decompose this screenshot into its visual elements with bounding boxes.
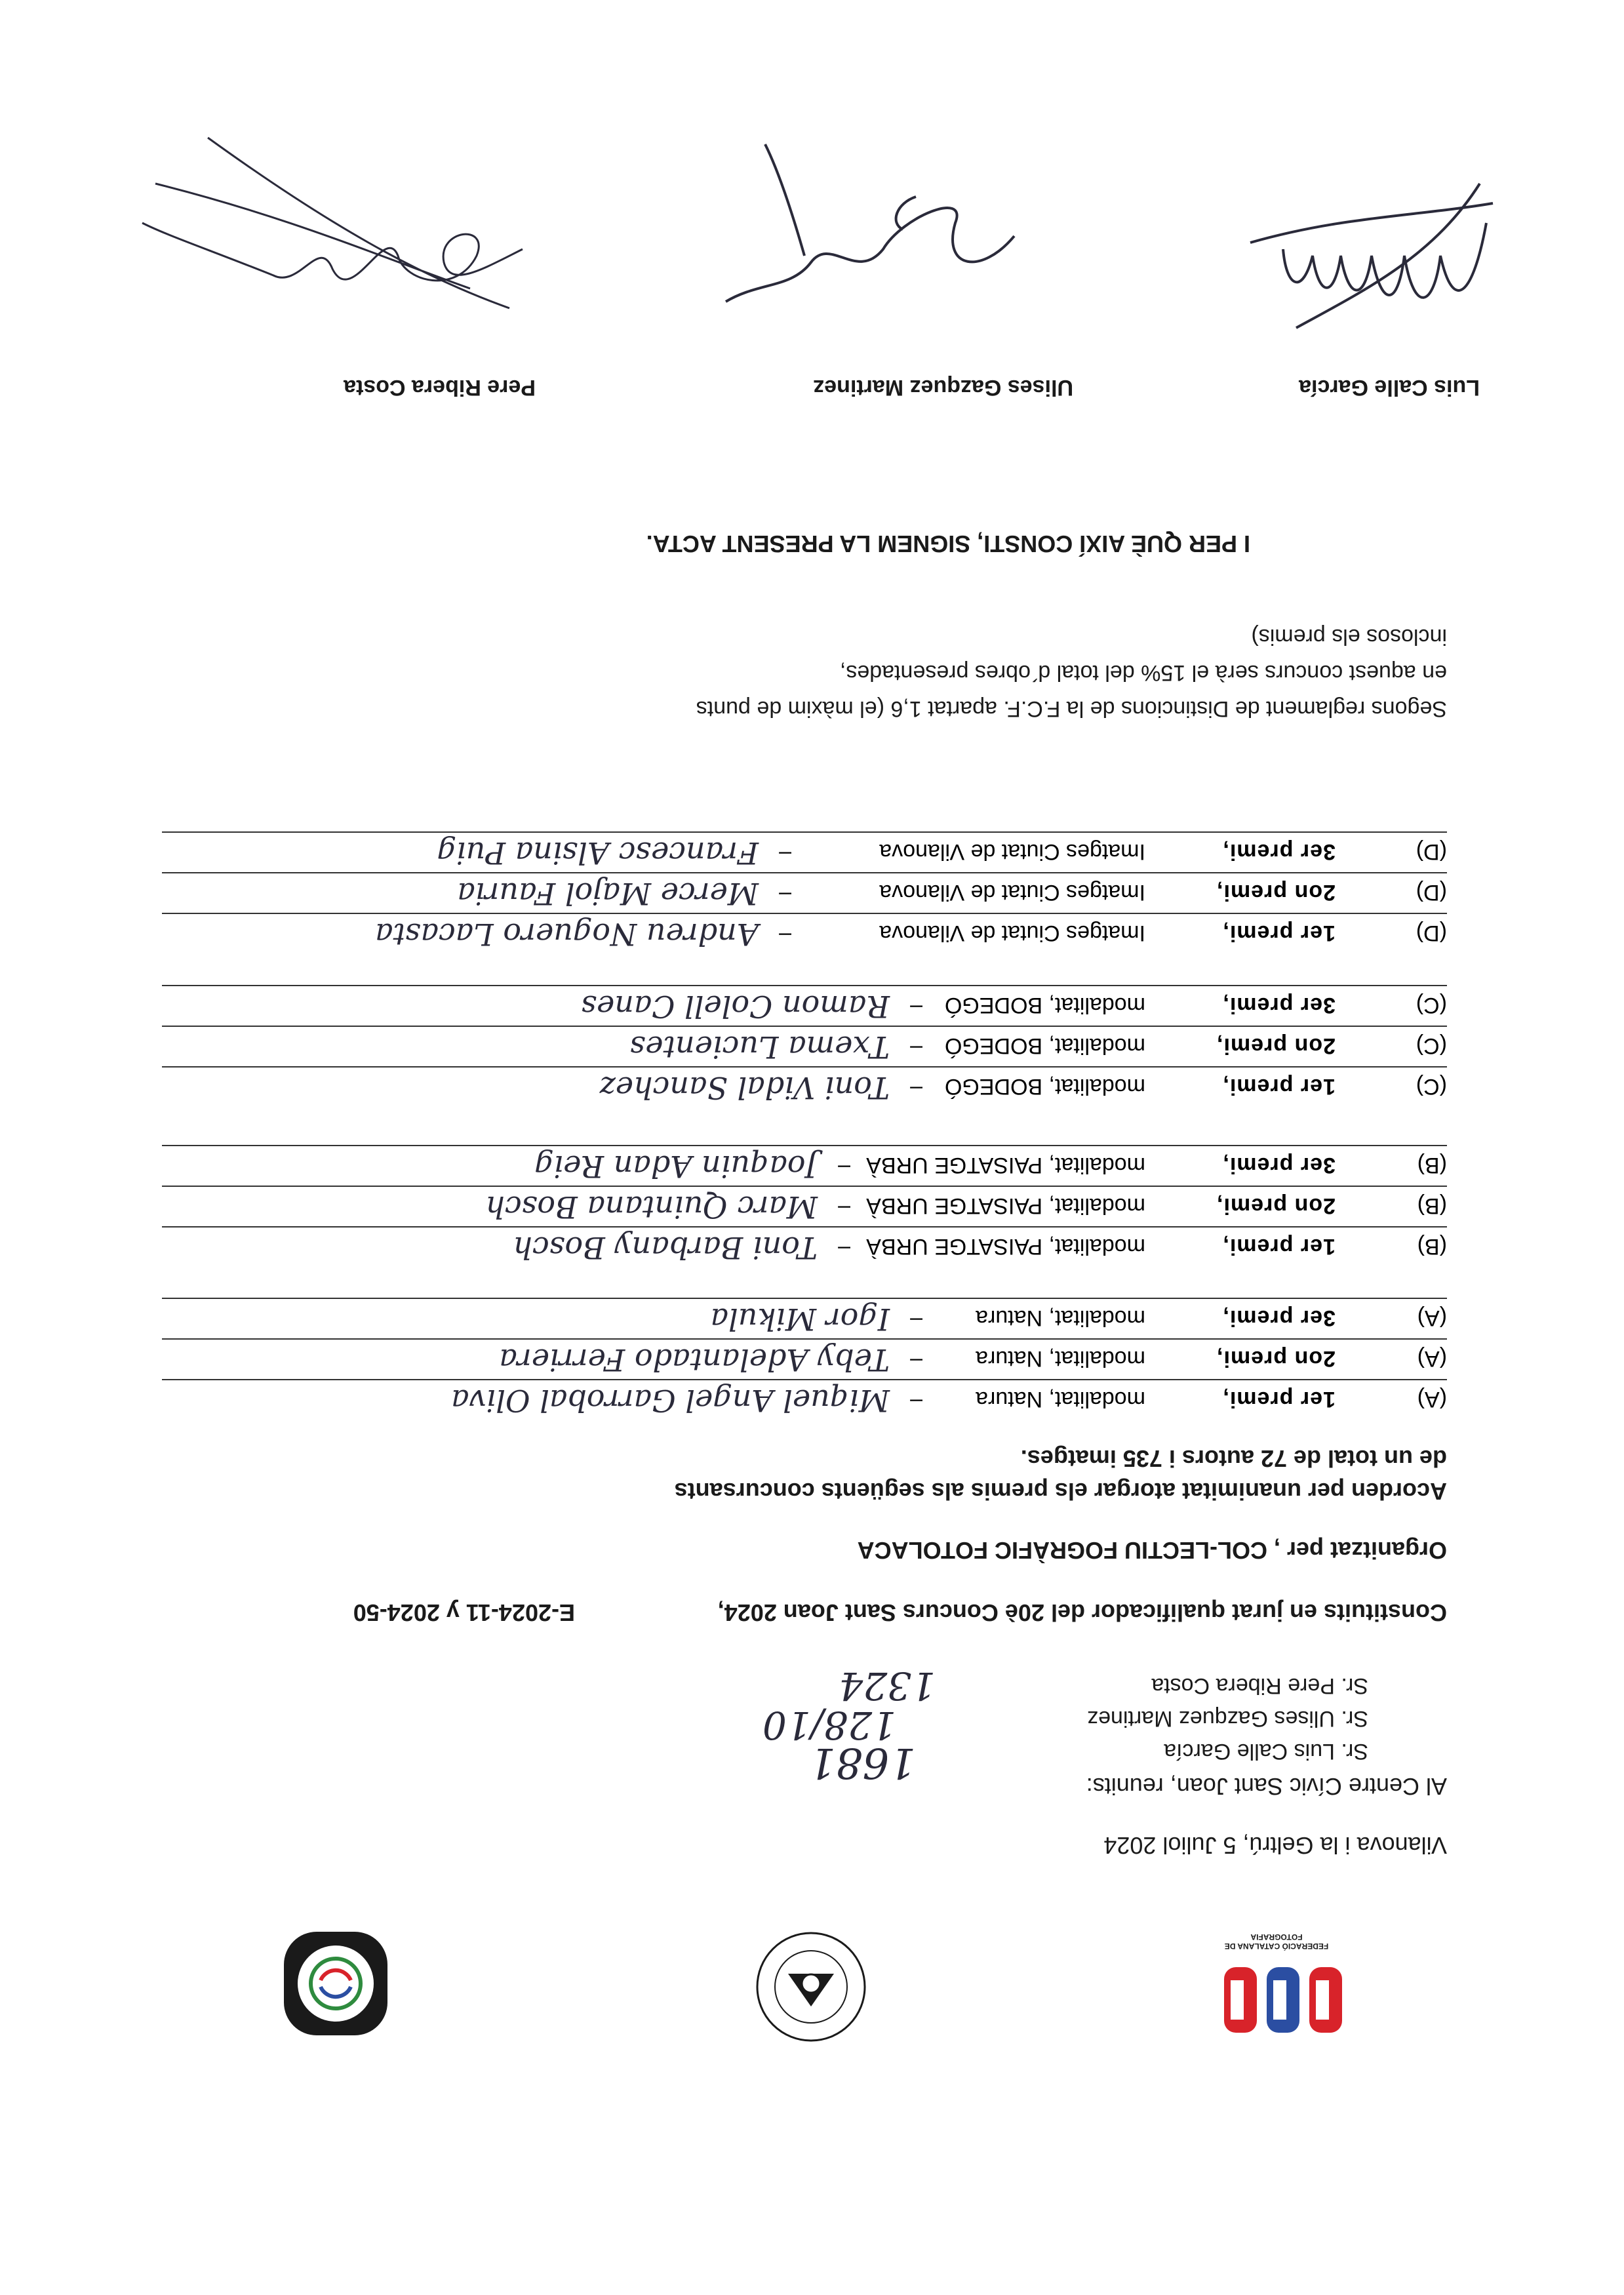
agreement-line-1: Acorden per unanimitat atorgar els premis als següents concursants (674, 1478, 1447, 1505)
award-row: (B) 2on premi, modalitat, PAISATGE URBÀ – Marc Quintana Bosch (162, 1186, 1447, 1226)
award-row: (A) 1er premi, modalitat, Natura – Miquel Angel Garrobal Oliva (162, 1379, 1447, 1420)
award-winner: Merce Majol Fauria (457, 876, 759, 911)
award-winner: Miquel Angel Garrobal Oliva (451, 1383, 890, 1418)
award-prize: 3er premi, (1222, 839, 1336, 864)
award-modality: modalitat, PAISATGE URBÀ (866, 1234, 1145, 1259)
award-category: (B) (1417, 1234, 1447, 1259)
award-category: (D) (1416, 880, 1447, 905)
signatory-name: Luis Calle García (1299, 375, 1480, 400)
signature-calle (1237, 170, 1513, 354)
signature-gazquez (686, 131, 1054, 328)
award-row: (B) 3er premi, modalitat, PAISATGE URBÀ – Joaquin Adan Reig (162, 1145, 1447, 1186)
signatory-name: Pere Ribera Costa (344, 375, 536, 400)
award-winner: Txema Lucientes (629, 1029, 890, 1065)
award-modality: modalitat, PAISATGE URBÀ (866, 1153, 1145, 1178)
contest-codes: E-2024-11 y 2024-50 (353, 1599, 575, 1626)
fcf-logo (1204, 1928, 1349, 2039)
partner-logo (280, 1928, 391, 2039)
award-winner: Joaquin Adan Reig (534, 1149, 818, 1184)
colectiu-logo (752, 1928, 870, 2046)
colectiu-seal-icon (752, 1928, 870, 2046)
award-row: (D) 2on premi, Imatges Ciutat de Vilanova – Merce Majol Fauria (162, 872, 1447, 913)
award-winner: Marc Quintana Bosch (485, 1189, 818, 1225)
agreement-line-2: de un total de 72 autors i 735 imatges. (1020, 1445, 1447, 1472)
award-row: (B) 1er premi, modalitat, PAISATGE URBÀ – Toni Barbany Bosch (162, 1226, 1447, 1267)
award-row: (A) 3er premi, modalitat, Natura – Igor Mikula (162, 1298, 1447, 1338)
award-category: (A) (1417, 1387, 1447, 1412)
jury-member: Sr. Luis Calle García (1164, 1739, 1368, 1764)
jury-note: 1324 (839, 1664, 936, 1708)
award-modality: modalitat, Natura (976, 1306, 1145, 1330)
award-category: (C) (1416, 1033, 1447, 1058)
award-category: (C) (1416, 1074, 1447, 1099)
rules-line-1: Segons reglament de Distincions de la F.C.F. apartat 1,6 (el màxim de punts (696, 696, 1447, 721)
jury-note: 1681 (809, 1738, 916, 1787)
award-category: (D) (1416, 921, 1447, 946)
award-category: (A) (1417, 1306, 1447, 1330)
award-row: (C) 1er premi, modalitat, BODEGÓ – Toni Vidal Sanchez (162, 1066, 1447, 1107)
constituted-line: Constituits en jurat qualificador del 20è Concurs Sant Joan 2024, (717, 1599, 1447, 1626)
closing-statement: I PER QUÈ AIXÍ CONSTI, SIGNEM LA PRESENT ACTA. (646, 530, 1250, 557)
award-prize: 2on premi, (1216, 1033, 1336, 1058)
award-modality: Imatges Ciutat de Vilanova (879, 880, 1145, 905)
award-winner: Teby Adelantado Ferriera (499, 1342, 890, 1378)
award-category: (A) (1417, 1346, 1447, 1371)
award-winner: Francesc Alsina Puig (437, 835, 759, 871)
award-category: (B) (1417, 1153, 1447, 1178)
meeting-line: Al Centre Cívic Sant Joan, reunits: (1086, 1773, 1447, 1800)
award-category: (B) (1417, 1193, 1447, 1218)
award-row: (C) 2on premi, modalitat, BODEGÓ – Txema Lucientes (162, 1026, 1447, 1066)
jury-member: Sr. Ulises Gazquez Martinez (1087, 1706, 1368, 1731)
award-prize: 2on premi, (1216, 1346, 1336, 1371)
award-modality: Imatges Ciutat de Vilanova (879, 839, 1145, 864)
award-winner: Ramon Colell Canes (581, 989, 890, 1024)
award-winner: Toni Barbany Bosch (513, 1230, 818, 1266)
award-prize: 1er premi, (1222, 1074, 1336, 1099)
award-row: (A) 2on premi, modalitat, Natura – Teby Adelantado Ferriera (162, 1338, 1447, 1379)
signatory-name: Ulises Gazquez Martinez (813, 375, 1073, 400)
award-row: (C) 3er premi, modalitat, BODEGÓ – Ramon Colell Canes (162, 985, 1447, 1026)
award-modality: modalitat, BODEGÓ (944, 993, 1145, 1018)
signature-ribera (129, 118, 549, 367)
award-prize: 3er premi, (1222, 993, 1336, 1018)
award-prize: 3er premi, (1222, 1306, 1336, 1330)
fcf-logo-icon (1204, 1954, 1349, 2039)
award-modality: Imatges Ciutat de Vilanova (879, 921, 1145, 946)
award-modality: modalitat, BODEGÓ (944, 1033, 1145, 1058)
award-prize: 3er premi, (1222, 1153, 1336, 1178)
award-row: (D) 3er premi, Imatges Ciutat de Vilanova – Francesc Alsina Puig (162, 831, 1447, 872)
award-prize: 1er premi, (1222, 921, 1336, 946)
award-category: (D) (1416, 839, 1447, 864)
rules-line-3: inclosos els premis) (1251, 624, 1447, 649)
rules-line-2: en aquest concurs serà el 15% del total d´obres presentades, (839, 660, 1447, 685)
award-winner: Andreu Noguero Lacasta (375, 917, 759, 952)
date-line: Vilanova i la Geltrú, 5 Juliol 2024 (1103, 1832, 1447, 1859)
award-winner: Toni Vidal Sanchez (599, 1070, 890, 1106)
award-category: (C) (1416, 993, 1447, 1018)
partner-logo-icon (280, 1928, 391, 2039)
jury-note: 128/10 (762, 1703, 896, 1747)
award-row: (D) 1er premi, Imatges Ciutat de Vilanova – Andreu Noguero Lacasta (162, 913, 1447, 953)
award-winner: Igor Mikula (710, 1302, 890, 1337)
jury-member: Sr. Pere Ribera Costa (1151, 1673, 1368, 1698)
organized-line: Organitzat per , COL-LECTIU FOGRÀFIC FOTOLACA (857, 1537, 1447, 1564)
award-modality: modalitat, Natura (976, 1387, 1145, 1412)
award-prize: 1er premi, (1222, 1234, 1336, 1259)
fcf-logo-text: FEDERACIÓ CATALANA DE FOTOGRAFIA (1224, 1932, 1329, 1951)
award-prize: 1er premi, (1222, 1387, 1336, 1412)
award-prize: 2on premi, (1216, 880, 1336, 905)
award-modality: modalitat, PAISATGE URBÀ (866, 1193, 1145, 1218)
award-prize: 2on premi, (1216, 1193, 1336, 1218)
award-modality: modalitat, Natura (976, 1346, 1145, 1371)
award-modality: modalitat, BODEGÓ (944, 1074, 1145, 1099)
